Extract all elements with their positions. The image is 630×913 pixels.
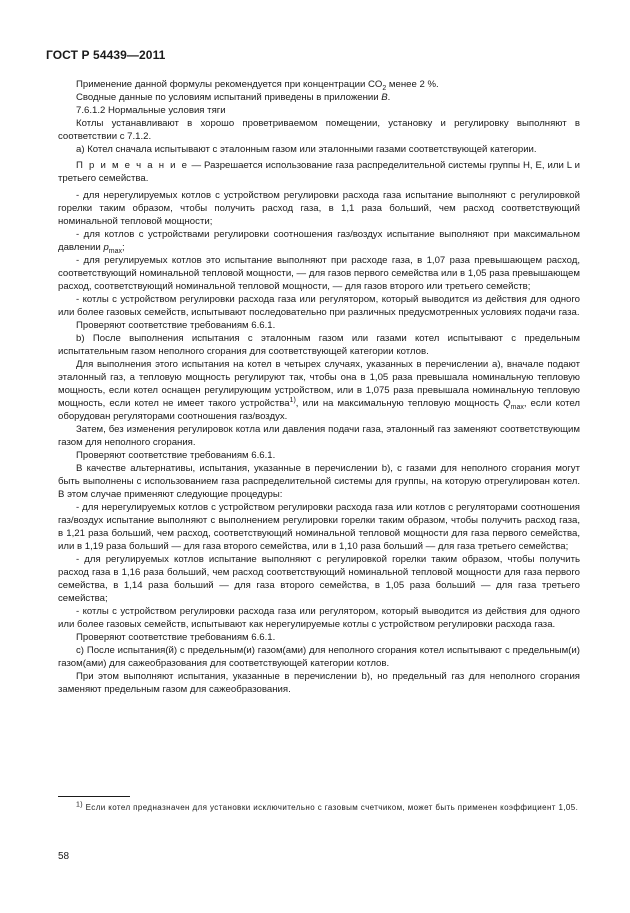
compliance-check: Проверяют соответствие требованиям 6.6.1.	[76, 632, 276, 643]
bullet-item: - для регулируемых котлов это испытание выполняют при расходе газа, в 1,07 раза превышающем расход, соответствующий номинальной тепловой мощности, — для газов первого семейства или в 1,05 раза превышающем расход, соответствующий номинальной тепловой мощности, — для газов второго или третьего семейств;	[58, 255, 580, 292]
bullet-item: - для нерегулируемых котлов с устройством регулировки расхода газа или котлов с регуляторами соотношения газ/воздух испытание выполняют с выполнением регулировки горелки таким образом, чтобы получить расход газа, в 1,21 раза больший, чем расход, соответствующий номинальной тепловой мощности для газа первого семейства, или в 1,19 раза больший — для газа второго семейства, или в 1,10 раза больший — для газа третьего семейства;	[58, 502, 580, 552]
list-item: b) После выполнения испытания с эталонным газом или газами котел испытывают с предельным испытательным газом неполного сгорания для соответствующей категории котлов.	[58, 333, 580, 357]
bullet-item: - котлы с устройством регулировки расхода газа или регулятором, который выводится из действия для одного или более газовых семейств, испытывают как нерегулируемые котлы с устройством регулировки расхода газа.	[58, 606, 580, 630]
bullet-item: - котлы с устройством регулировки расхода газа или регулятором, который выводится из действия для одного или более газовых семейств, испытывают последовательно при различных предусмотренных условиях подачи газа.	[58, 294, 580, 318]
page-body	[58, 78, 580, 696]
bullet-item: - для регулируемых котлов испытание выполняют с регулировкой горелки таким образом, чтобы получить расход газа в 1,16 раза больший, чем расход соответствующий номинальной тепловой мощности для газа первого семейства, в 1,14 раза больший — для газа второго семейства, в 1,05 раза больший — для газа третьего семейства;	[58, 554, 580, 604]
compliance-check: Проверяют соответствие требованиям 6.6.1.	[76, 320, 276, 331]
paragraph: При этом выполняют испытания, указанные в перечислении b), но предельный газ для неполного сгорания заменяют предельным газом для сажеобразования.	[58, 671, 580, 695]
list-item: а) Котел сначала испытывают с эталонным газом или эталонными газами соответствующей категории.	[76, 144, 537, 155]
paragraph: Сводные данные по условиям испытаний приведены в приложении B.	[76, 92, 391, 103]
footnote: $^{1)}$ Если котел предназначен для установки исключительно с газовым счетчиком, может быть применен коэффициент 1,05.	[76, 801, 579, 812]
compliance-check: Проверяют соответствие требованиям 6.6.1.	[76, 450, 276, 461]
list-item: с) После испытания(й) с предельным(и) газом(ами) для неполного сгорания котел испытывают с предельным(и) газом(ами) для сажеобразования для соответствующей категории котлов.	[58, 645, 580, 669]
paragraph: Для выполнения этого испытания на котел в четырех случаях, указанных в перечислении а), вначале подают эталонный газ, а тепловую мощность регулируют так, чтобы она в 1,05 раза превышала номинальную тепловую мощность, если котел оснащен регулирующим устройством, или в 1,075 раза превышала номинальную тепловую мощность, если котел не имеет такого устройства$^{1)}$, или на максимальную тепловую мощность $Q_{max}$, если котел оборудован регуляторами соотношения газ/воздух.	[58, 359, 580, 422]
paragraph: Применение данной формулы рекомендуется при концентрации $CO_2$ менее 2 %.	[76, 79, 439, 92]
bullet-item: - для котлов с устройствами регулировки соотношения газ/воздух испытание выполняют при максимальном давлении $p_{max}$;	[58, 229, 580, 255]
paragraph: Котлы устанавливают в хорошо проветриваемом помещении, установку и регулировку выполняют в соответствии с 7.1.2.	[58, 118, 580, 142]
section-heading: 7.6.1.2 Нормальные условия тяги	[76, 105, 226, 116]
document-header: ГОСТ Р 54439—2011	[46, 48, 166, 62]
footnote-reference: 1)	[289, 396, 296, 404]
note: П р и м е ч а н и е — Разрешается использование газа распределительной системы группы H, E, или L и третьего семейства.	[58, 160, 580, 184]
footnote-divider	[58, 796, 130, 797]
page-number: 58	[58, 851, 70, 862]
paragraph: Затем, без изменения регулировок котла или давления подачи газа, эталонный газ заменяют соответствующим газом для неполного сгорания.	[58, 424, 580, 448]
paragraph: В качестве альтернативы, испытания, указанные в перечислении b), с газами для неполного сгорания могут быть выполнены с использованием газа распределительной системы для группы, на которую отрегулирован котел. В этом случае применяют следующие процедуры:	[58, 463, 580, 500]
bullet-item: - для нерегулируемых котлов с устройством регулировки расхода газа испытание выполняют с регулировкой горелки таким образом, чтобы получить расход газа, в 1,1 раза больший, чем расход соответствующий номинальной тепловой мощности;	[58, 190, 580, 227]
